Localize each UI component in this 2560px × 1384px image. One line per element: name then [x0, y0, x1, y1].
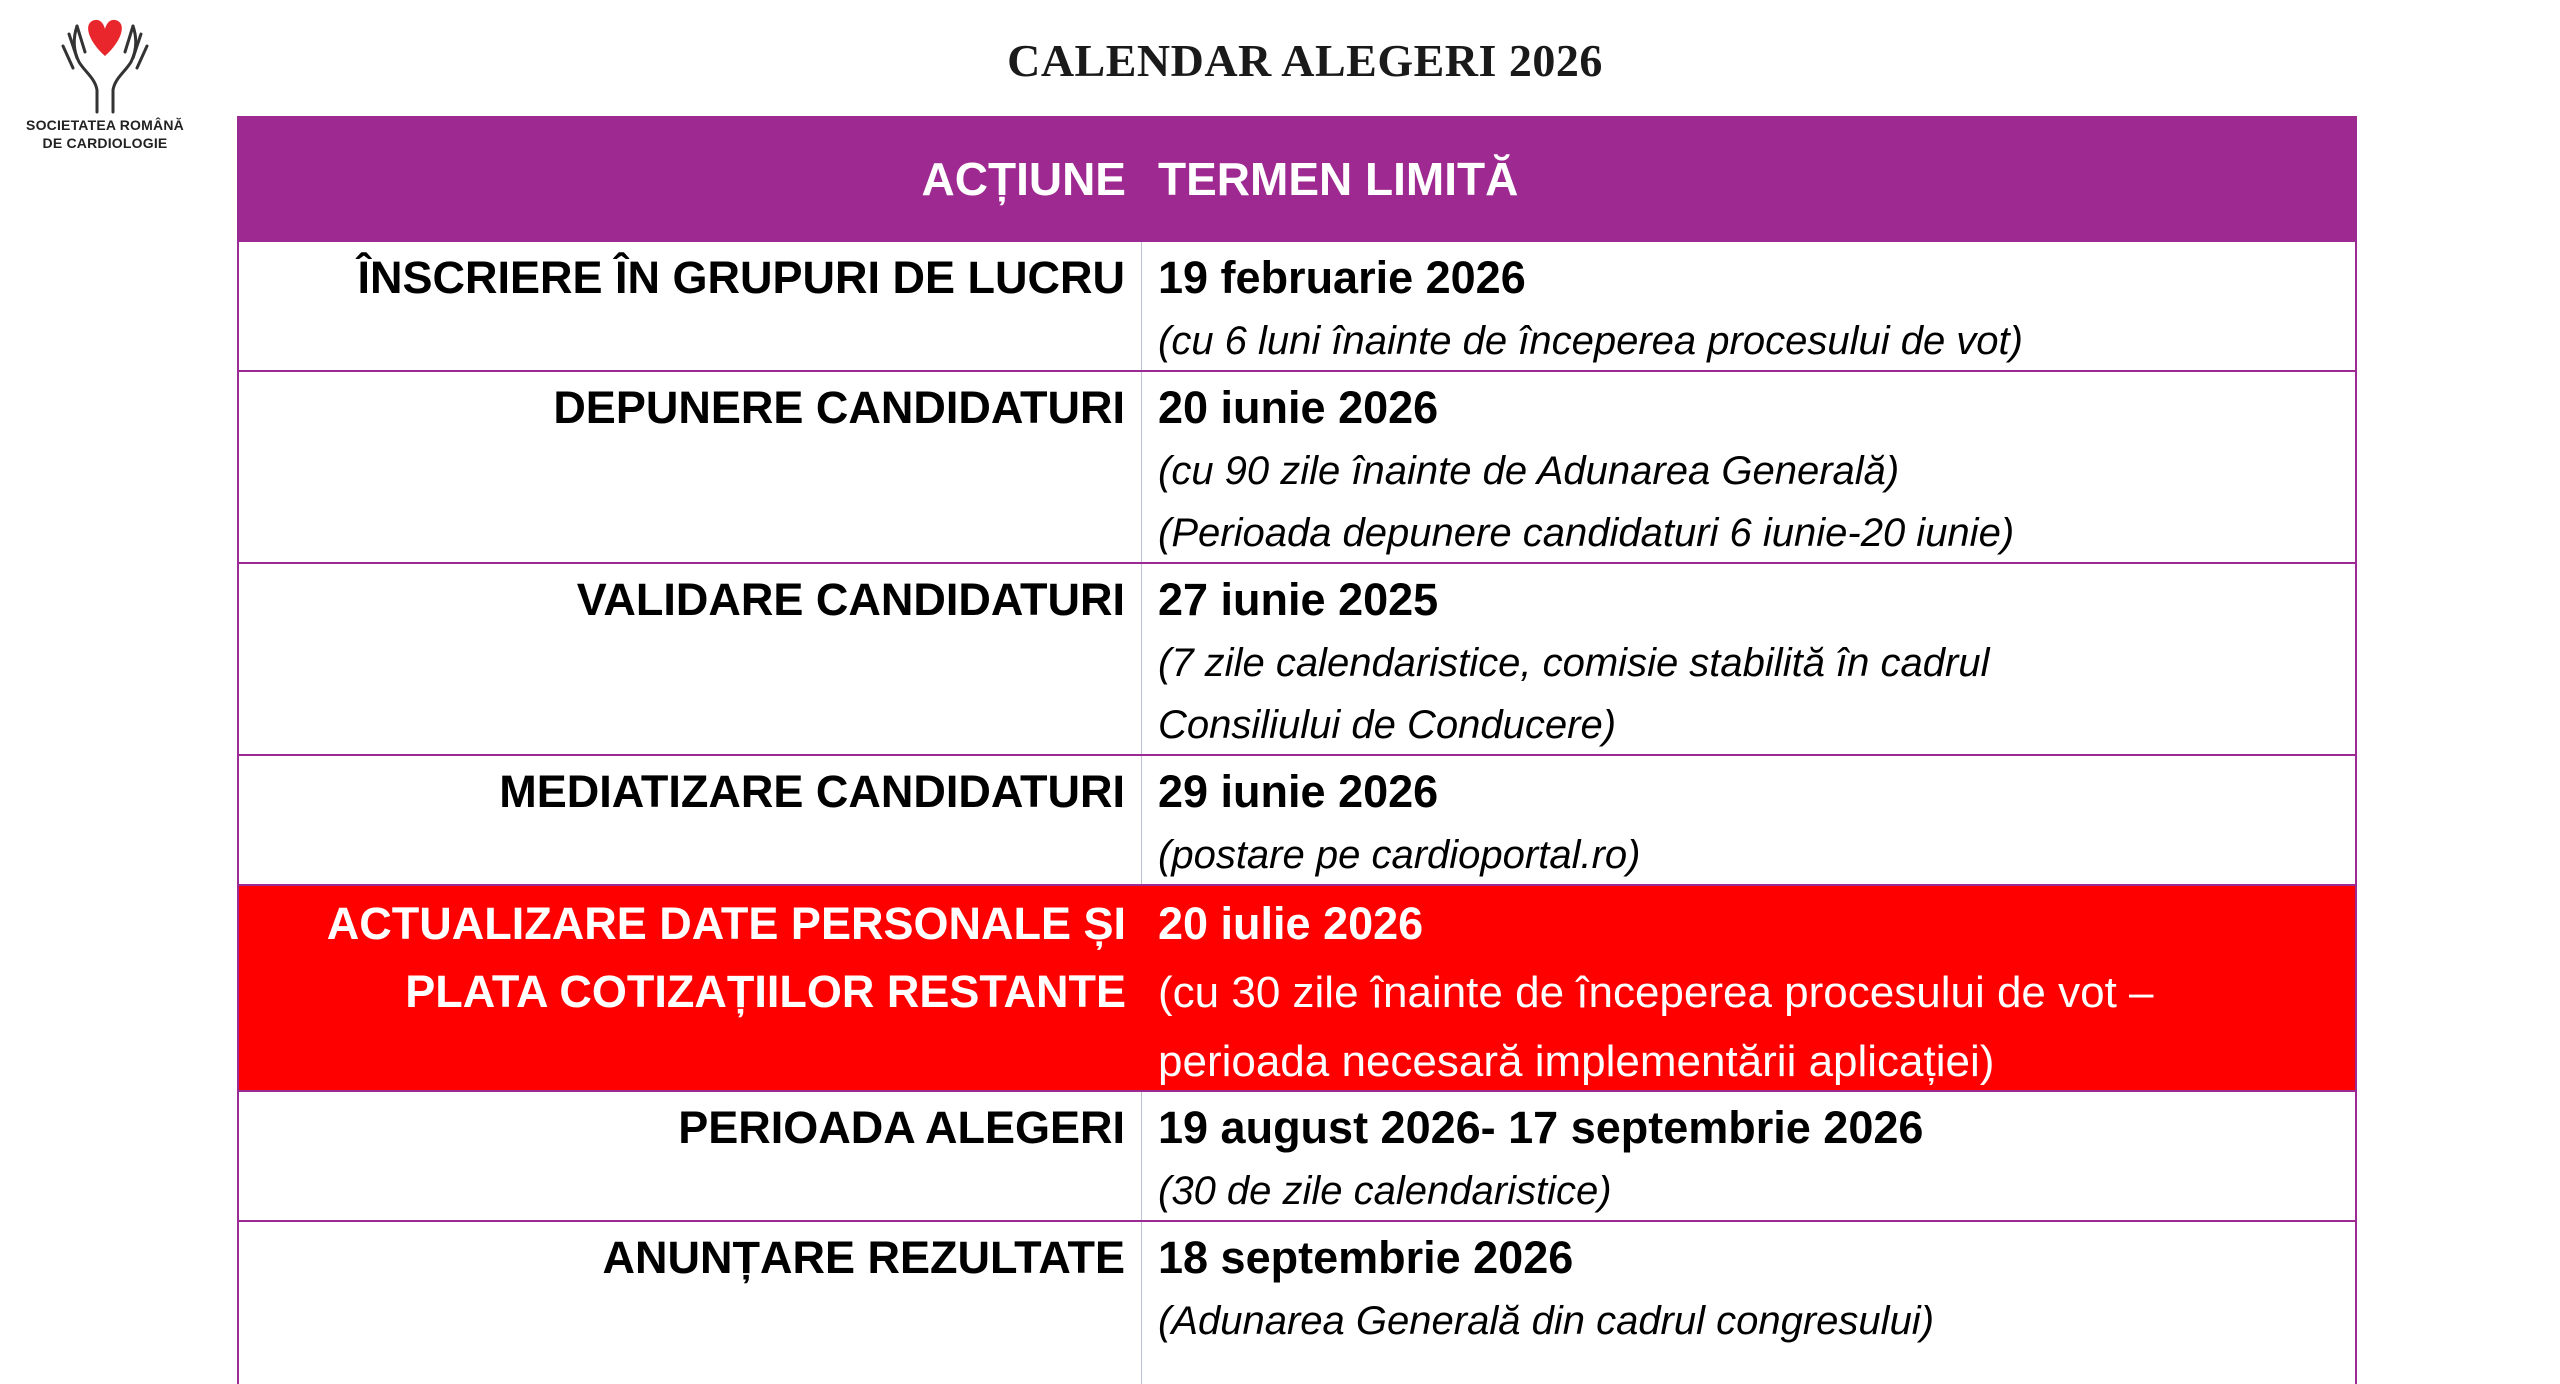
deadline-note: (Adunarea Generală din cadrul congresului) — [1158, 1299, 1935, 1343]
deadline-note: (cu 90 zile înainte de Adunarea Generală) — [1158, 449, 1900, 493]
table-row — [239, 1220, 2355, 1384]
action-cell — [239, 886, 1142, 1090]
action-text: ANUNȚARE REZULTATE — [602, 1232, 1125, 1283]
deadline-cell — [1142, 1092, 2355, 1220]
deadline-note: (Perioada depunere candidaturi 6 iunie-20 iunie) — [1158, 511, 2015, 555]
deadline-date: 18 septembrie 2026 — [1158, 1232, 1574, 1283]
action-cell — [239, 756, 1142, 884]
deadline-note: (cu 6 luni înainte de începerea procesului de vot) — [1158, 319, 2023, 363]
deadline-cell — [1142, 242, 2355, 370]
action-text: PLATA COTIZAȚIILOR RESTANTE — [405, 966, 1126, 1017]
table-row — [239, 240, 2355, 370]
table-row — [239, 370, 2355, 562]
deadline-note: (cu 30 zile înainte de începerea procesului de vot – — [1158, 968, 2154, 1017]
deadline-date: 20 iunie 2026 — [1158, 382, 1439, 433]
action-cell — [239, 242, 1142, 370]
table-row — [239, 562, 2355, 754]
action-text: ACTUALIZARE DATE PERSONALE ȘI — [326, 898, 1126, 949]
deadline-note: Consiliului de Conducere) — [1158, 703, 1617, 747]
deadline-cell — [1142, 756, 2355, 884]
deadline-cell — [1142, 564, 2355, 754]
table-row — [239, 1090, 2355, 1220]
table-header — [239, 116, 2355, 240]
deadline-note: (30 de zile calendaristice) — [1158, 1169, 1612, 1213]
logo-line-2: DE CARDIOLOGIE — [42, 135, 168, 151]
action-text: PERIOADA ALEGERI — [678, 1102, 1125, 1153]
action-cell — [239, 564, 1142, 754]
action-text: DEPUNERE CANDIDATURI — [553, 382, 1125, 433]
deadline-date: 20 iulie 2026 — [1158, 898, 1424, 949]
action-cell — [239, 372, 1142, 562]
header-action: ACȚIUNE — [921, 153, 1126, 205]
logo-line-1: SOCIETATEA ROMÂNĂ — [26, 117, 184, 133]
action-text: ÎNSCRIERE ÎN GRUPURI DE LUCRU — [357, 252, 1125, 303]
deadline-date: 19 februarie 2026 — [1158, 252, 1526, 303]
page-title: CALENDAR ALEGERI 2026 — [1007, 35, 1603, 86]
deadline-cell — [1142, 886, 2355, 1090]
deadline-cell — [1142, 372, 2355, 562]
action-cell — [239, 1092, 1142, 1220]
election-calendar-table — [237, 116, 2357, 1384]
deadline-cell — [1142, 1222, 2355, 1384]
deadline-date: 19 august 2026- 17 septembrie 2026 — [1158, 1102, 1924, 1153]
action-text: VALIDARE CANDIDATURI — [576, 574, 1125, 625]
deadline-note: (7 zile calendaristice, comisie stabilită în cadrul — [1158, 641, 1990, 685]
header-deadline: TERMEN LIMITĂ — [1158, 153, 1519, 205]
deadline-note: perioada necesară implementării aplicației) — [1158, 1037, 1995, 1086]
deadline-date: 27 iunie 2025 — [1158, 574, 1439, 625]
table-row — [239, 754, 2355, 884]
action-cell — [239, 1222, 1142, 1384]
deadline-note: (postare pe cardioportal.ro) — [1158, 833, 1641, 877]
action-text: MEDIATIZARE CANDIDATURI — [499, 766, 1125, 817]
deadline-date: 29 iunie 2026 — [1158, 766, 1439, 817]
table-row-highlighted — [239, 884, 2355, 1090]
